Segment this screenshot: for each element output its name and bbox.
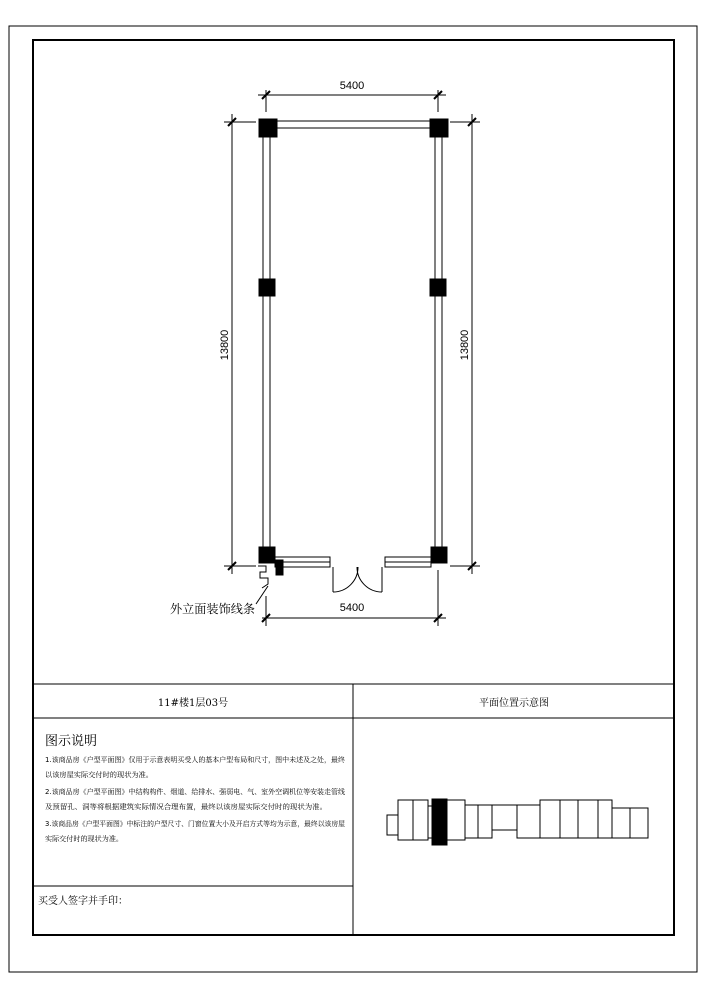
- building-block: [598, 800, 612, 838]
- building-block: [478, 805, 492, 838]
- facade-trim-profile: [258, 566, 268, 588]
- entrance-double-door: [333, 567, 382, 592]
- building-block: [578, 800, 598, 838]
- building-block: [387, 815, 398, 835]
- legend-note-line: 以该房屋实际交付时的现状为准。: [45, 771, 150, 779]
- building-block: [630, 808, 648, 838]
- building-block: [540, 800, 560, 838]
- legend-heading: 图示说明: [45, 734, 98, 749]
- dimension-bottom: [262, 570, 446, 626]
- building-block: [398, 800, 413, 840]
- building-block: [413, 800, 428, 840]
- door-swing-arc-right: [357, 567, 382, 592]
- unit-label: 11#楼1层03号: [157, 698, 229, 709]
- column-mid-right: [430, 279, 446, 296]
- wall-left-lower: [263, 296, 270, 547]
- building-block: [517, 805, 540, 838]
- highlighted-unit-block: [432, 799, 447, 845]
- dimension-left-label: 13800: [219, 329, 231, 361]
- wall-right-upper: [435, 137, 442, 279]
- building-block: [447, 800, 465, 840]
- facade-trim-callout: 外立面装饰线条: [170, 602, 255, 616]
- column-bottom-right: [431, 547, 447, 563]
- location-plan-title: 平面位置示意图: [479, 698, 549, 709]
- title-block: [33, 684, 674, 935]
- legend-note-line: 1.该商品房《户型平面图》仅用于示意表明买受人的基本户型布局和尺寸，图中未述及之处，最终: [45, 756, 346, 764]
- legend-note-line: 实际交付时的现状为准。: [45, 835, 122, 843]
- column-bottom-left: [259, 547, 275, 563]
- legend-note-line: 及预留孔、洞等将根据建筑实际情况合理布置，最终以该房屋实际交付时的现状为准。: [45, 803, 311, 811]
- building-block: [492, 805, 517, 830]
- location-key-plan: [387, 799, 648, 845]
- building-block: [560, 800, 578, 838]
- building-block: [612, 808, 630, 838]
- dimension-right: [450, 114, 480, 574]
- dimension-bottom-label: 5400: [339, 602, 365, 614]
- legend-note-line: 2.该商品房《户型平面图》中结构构件、烟道、给排水、强弱电、气、室外空调机位等安装走管线: [45, 788, 346, 796]
- signature-label: 买受人签字并手印：: [38, 896, 128, 907]
- dimension-right-label: 13800: [459, 329, 471, 361]
- legend-note-line: 3.该商品房《户型平面图》中标注的户型尺寸、门窗位置大小及开启方式等均为示意，最终以该房屋: [45, 820, 353, 828]
- building-block: [428, 806, 432, 838]
- dimension-left: [219, 114, 256, 574]
- wall-right-lower: [435, 296, 442, 547]
- floor-plan: [170, 80, 480, 626]
- door-swing-arc-left: [333, 567, 358, 592]
- facade-trim-block: [276, 560, 283, 575]
- wall-top: [277, 121, 430, 128]
- column-top-left: [259, 119, 277, 137]
- wall-left-upper: [263, 137, 270, 279]
- building-block: [465, 805, 478, 838]
- dimension-top-label: 5400: [339, 80, 365, 92]
- column-mid-left: [259, 279, 275, 296]
- dimension-top: [258, 80, 446, 112]
- column-top-right: [430, 119, 448, 137]
